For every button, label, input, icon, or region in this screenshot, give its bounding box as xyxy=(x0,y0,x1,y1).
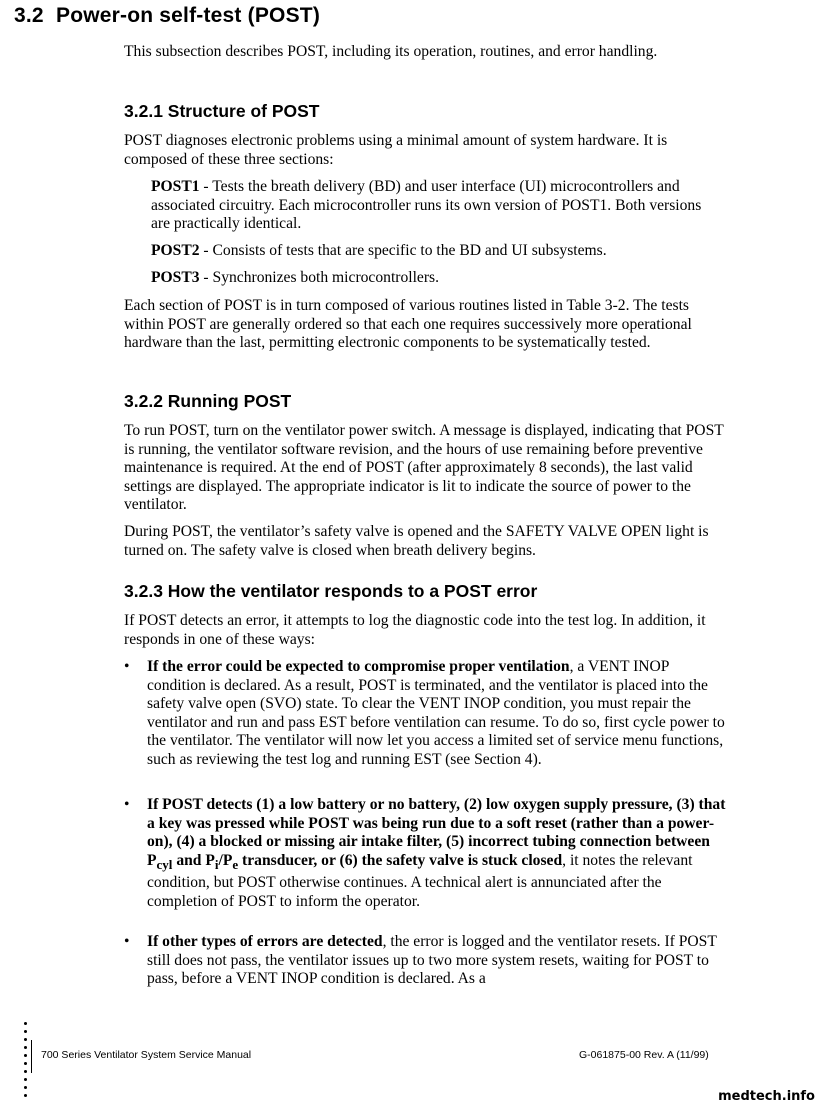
section-title: Power-on self-test (POST) xyxy=(56,4,321,27)
post1-item xyxy=(151,178,721,234)
footer-doc-number: G-061875-00 Rev. A (11/99) xyxy=(579,1049,709,1061)
post2-label: POST2 xyxy=(151,242,200,259)
bullet-2-marker: • xyxy=(124,796,130,813)
bullet-3-marker: • xyxy=(124,933,130,950)
watermark: medtech.info xyxy=(718,1089,815,1104)
section-heading xyxy=(14,4,320,28)
subsection-heading-error: 3.2.3 How the ventilator responds to a POST error xyxy=(124,581,538,601)
bullet-2-sub-cyl: cyl xyxy=(156,856,173,872)
subsection-heading-structure: 3.2.1 Structure of POST xyxy=(124,101,320,121)
bullet-2-bold-a: If POST detects (1) a low battery or no battery, (2) low oxygen supply pressure, (3) that a key was pressed while POST was being run due to a soft reset (rather than a power-on), (4) a blocked or missing air intake filter, (5) incorrect tubing connection between P xyxy=(147,796,726,869)
margin-dots xyxy=(24,1022,28,1102)
error-paragraph-1: If POST detects an error, it attempts to log the diagnostic code into the test log. In addition, it responds in one of these ways: xyxy=(124,612,706,648)
structure-paragraph-2: Each section of POST is in turn composed of various routines listed in Table 3-2. The tests within POST are generally ordered so that each one requires successively more operational hardware than the last, permitting electronic components to be systematically tested. xyxy=(124,297,692,351)
bullet-3 xyxy=(147,933,727,989)
bullet-2-text: , it notes the relevant condition, but POST otherwise continues. A technical alert is annunciated after the completion of POST to inform the operator. xyxy=(147,851,693,910)
bullet-2 xyxy=(147,796,727,911)
footer-rule xyxy=(31,1040,32,1073)
running-paragraph-2: During POST, the ventilator’s safety valve is opened and the SAFETY VALVE OPEN light is turned on. The safety valve is closed when breath delivery begins. xyxy=(124,523,709,559)
post2-item xyxy=(151,242,721,261)
structure-paragraph-1: POST diagnoses electronic problems using a minimal amount of system hardware. It is composed of these three sections: xyxy=(124,132,668,168)
section-number: 3.2 xyxy=(14,4,44,27)
bullet-1-text: , a VENT INOP condition is declared. As a result, POST is terminated, and the ventilator is placed into the safety valve open (SVO) state. To clear the VENT INOP condition, you must repair the ventilator and run and pass EST before ventilation can resume. To do so, first cycle power to the ventilator. The ventilator will now let you access a limited set of service menu functions, such as reviewing the test log and running EST (see Section 4). xyxy=(147,658,725,768)
post1-text: - Tests the breath delivery (BD) and user interface (UI) microcontrollers and associated circuitry. Each microcontroller runs its own version of POST1. Both versions are practically identical. xyxy=(151,178,702,232)
bullet-1-marker: • xyxy=(124,658,130,675)
bullet-2-bold-c: /P xyxy=(218,851,233,869)
bullet-3-text: , the error is logged and the ventilator resets. If POST still does not pass, the ventilator issues up to two more system resets, waiting for POST to pass, before a VENT INOP condition is declared. As a xyxy=(147,933,717,987)
bullet-1 xyxy=(147,658,727,769)
running-paragraph-1: To run POST, turn on the ventilator power switch. A message is displayed, indicating that POST is running, the ventilator software revision, and the hours of use remaining before preventive maintenance is required. At the end of POST (after approximately 8 seconds), the last valid settings are displayed. The appropriate indicator is lit to indicate the source of power to the ventilator. xyxy=(124,422,724,513)
bullet-2-sub-e: e xyxy=(232,856,239,872)
post3-label: POST3 xyxy=(151,269,200,286)
post3-text: - Synchronizes both microcontrollers. xyxy=(199,269,440,286)
post3-item xyxy=(151,269,721,288)
post2-text: - Consists of tests that are specific to the BD and UI subsystems. xyxy=(199,242,607,259)
intro-paragraph: This subsection describes POST, including its operation, routines, and error handling. xyxy=(124,43,658,60)
bullet-2-sub-i: i xyxy=(214,856,219,872)
subsection-heading-running: 3.2.2 Running POST xyxy=(124,391,292,411)
bullet-2-bold-d: transducer, or (6) the safety valve is stuck closed xyxy=(238,851,563,869)
bullet-1-bold: If the error could be expected to compromise proper ventilation xyxy=(147,658,570,675)
footer-manual-title: 700 Series Ventilator System Service Manual xyxy=(41,1049,252,1061)
bullet-3-bold: If other types of errors are detected xyxy=(147,933,383,950)
post1-label: POST1 xyxy=(151,178,200,195)
bullet-2-bold-b: and P xyxy=(172,851,215,869)
